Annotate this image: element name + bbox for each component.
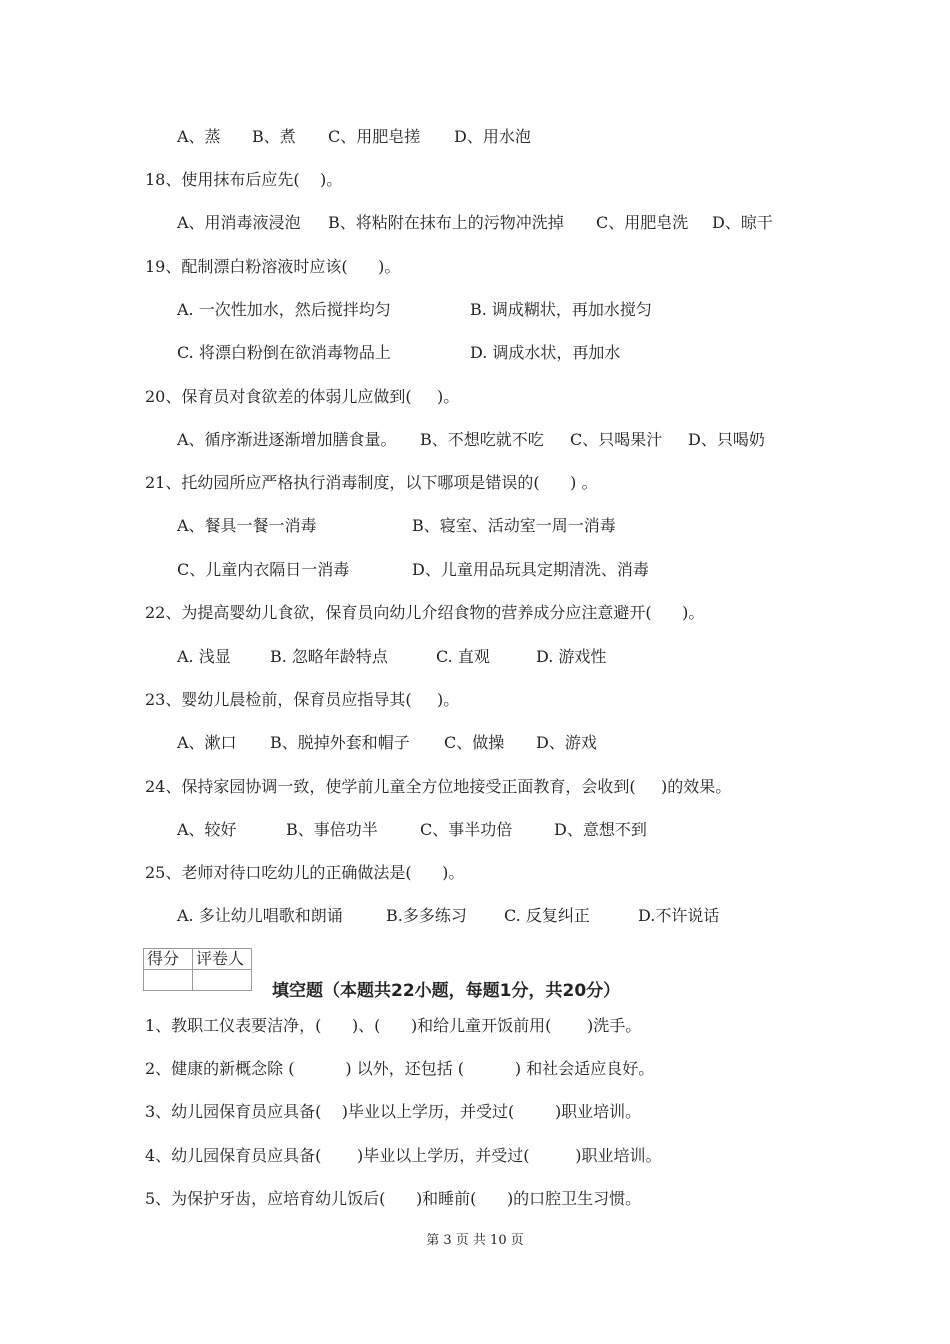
q19-option-d: D. 调成水状，再加水 <box>470 343 621 362</box>
q25-option-d: D.不许说话 <box>638 906 720 925</box>
q19-option-a: A. 一次性加水，然后搅拌均匀 <box>177 300 391 319</box>
fill-question-1: 1、教职工仪表要洁净，( )、( )和给儿童开饭前用( )洗手。 <box>145 1016 642 1035</box>
q20-option-b: B、不想吃就不吃 <box>420 430 544 449</box>
q19-option-b: B. 调成糊状，再加水搅匀 <box>470 300 652 319</box>
q22-option-b: B. 忽略年龄特点 <box>270 647 388 666</box>
q22-options <box>0 647 950 747</box>
q22-stem: 22、为提高婴幼儿食欲，保育员向幼儿介绍食物的营养成分应注意避开( )。 <box>145 603 705 622</box>
q21-option-b: B、寝室、活动室一周一消毒 <box>412 516 616 535</box>
q18-option-c: C、用肥皂洗 <box>596 213 689 232</box>
q21-option-d: D、儿童用品玩具定期清洗、消毒 <box>412 560 649 579</box>
fill-question-2: 2、健康的新概念除 ( ) 以外，还包括 ( ) 和社会适应良好。 <box>145 1059 655 1078</box>
q18-option-d: D、晾干 <box>712 213 773 232</box>
q24-option-b: B、事倍功半 <box>286 820 378 839</box>
q20-option-d: D、只喝奶 <box>688 430 765 449</box>
q24-options <box>0 820 950 920</box>
q19-option-c: C. 将漂白粉倒在欲消毒物品上 <box>177 343 391 362</box>
section-title: 填空题（本题共22小题，每题1分，共20分） <box>272 981 621 1001</box>
q21-stem: 21、托幼园所应严格执行消毒制度，以下哪项是错误的( ) 。 <box>145 473 598 492</box>
grader-cell <box>193 970 252 991</box>
q18-option-b: B、将粘附在抹布上的污物冲洗掉 <box>328 213 564 232</box>
q19-stem: 19、配制漂白粉溶液时应该( )。 <box>145 257 401 276</box>
q24-option-c: C、事半功倍 <box>420 820 513 839</box>
q23-option-c: C、做操 <box>444 733 505 752</box>
q23-stem: 23、婴幼儿晨检前，保育员应指导其( )。 <box>145 690 460 709</box>
q17-option-a: A、蒸 <box>177 127 221 146</box>
q24-option-d: D、意想不到 <box>554 820 647 839</box>
q25-option-a: A. 多让幼儿唱歌和朗诵 <box>177 906 343 925</box>
q21-option-a: A、餐具一餐一消毒 <box>177 516 317 535</box>
q17-option-b: B、煮 <box>252 127 296 146</box>
page-footer: 第 3 页 共 10 页 <box>426 1233 524 1248</box>
q21-option-c: C、儿童内衣隔日一消毒 <box>177 560 350 579</box>
q25-stem: 25、老师对待口吃幼儿的正确做法是( )。 <box>145 863 465 882</box>
q20-stem: 20、保育员对食欲差的体弱儿应做到( )。 <box>145 387 460 406</box>
fill-question-4: 4、幼儿园保育员应具备( )毕业以上学历，并受过( )职业培训。 <box>145 1146 662 1165</box>
q18-stem: 18、使用抹布后应先( )。 <box>145 170 343 189</box>
q23-option-a: A、漱口 <box>177 733 237 752</box>
q19-options-row2 <box>0 343 950 403</box>
score-cell <box>144 970 193 991</box>
q17-options <box>0 127 950 227</box>
q22-option-d: D. 游戏性 <box>536 647 607 666</box>
q24-option-a: A、较好 <box>177 820 237 839</box>
q18-option-a: A、用消毒液浸泡 <box>177 213 301 232</box>
q24-stem: 24、保持家园协调一致，使学前儿童全方位地接受正面教育，会收到( )的效果。 <box>145 777 732 796</box>
q23-option-b: B、脱掉外套和帽子 <box>270 733 410 752</box>
q23-option-d: D、游戏 <box>536 733 597 752</box>
q17-option-c: C、用肥皂搓 <box>328 127 421 146</box>
score-label: 得分 <box>144 949 193 970</box>
grader-label: 评卷人 <box>193 949 252 970</box>
q22-option-a: A. 浅显 <box>177 647 231 666</box>
q17-option-d: D、用水泡 <box>454 127 531 146</box>
fill-question-5: 5、为保护牙齿，应培育幼儿饭后( )和睡前( )的口腔卫生习惯。 <box>145 1189 642 1208</box>
q20-option-a: A、循序渐进逐渐增加膳食量。 <box>177 430 397 449</box>
q20-option-c: C、只喝果汁 <box>570 430 663 449</box>
q25-option-c: C. 反复纠正 <box>504 906 590 925</box>
fill-question-3: 3、幼儿园保育员应具备( )毕业以上学历，并受过( )职业培训。 <box>145 1102 642 1121</box>
score-table <box>143 948 252 991</box>
q22-option-c: C. 直观 <box>436 647 490 666</box>
q25-option-b: B.多多练习 <box>386 906 467 925</box>
q18-options <box>0 213 950 313</box>
